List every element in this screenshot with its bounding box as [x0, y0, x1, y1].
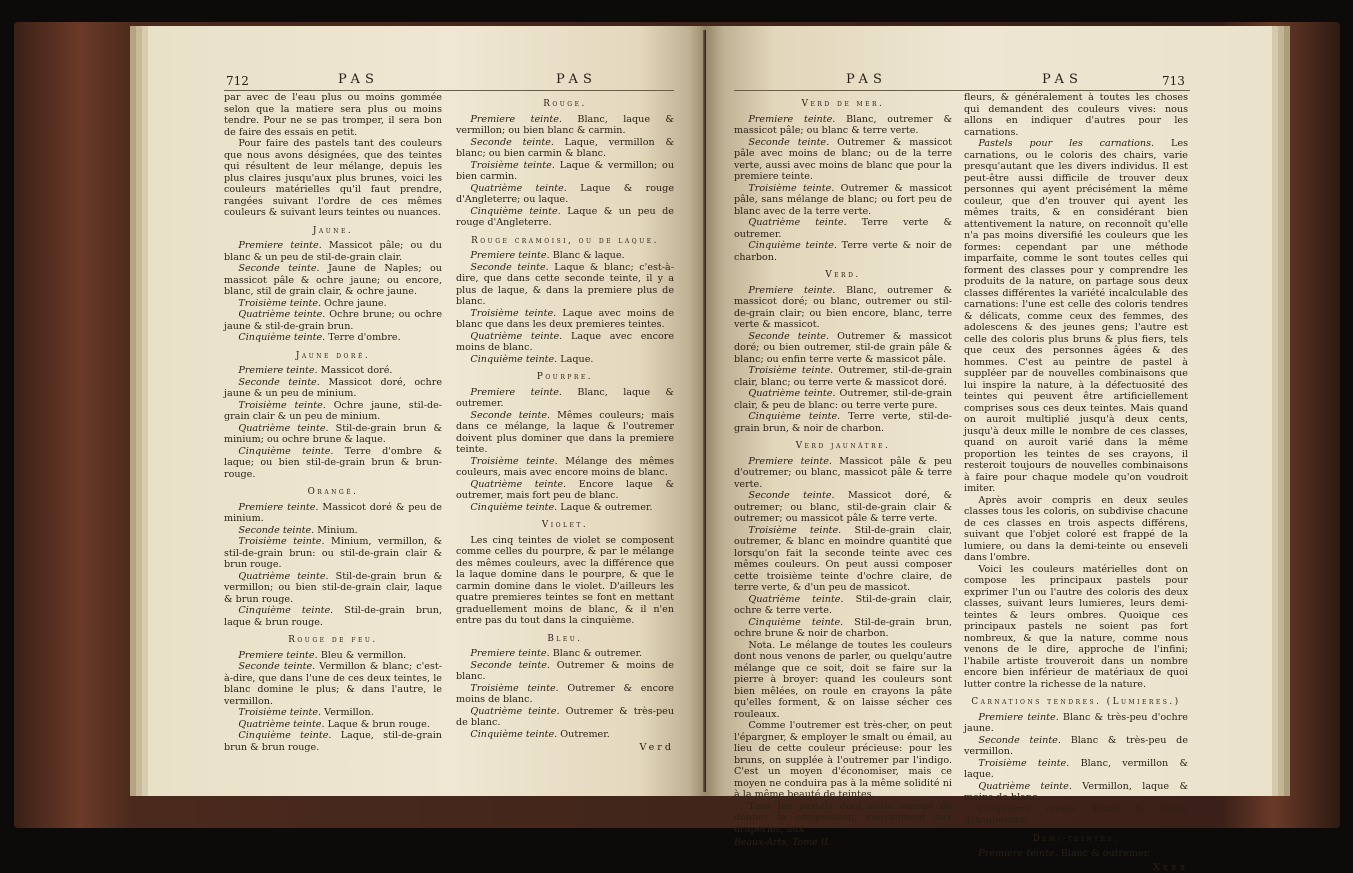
text-paragraph	[734, 456, 952, 491]
tint-label: Cinquième teinte.	[238, 730, 332, 742]
tint-label: Quatrième teinte.	[748, 217, 847, 229]
tint-label: Quatrième teinte.	[470, 478, 567, 490]
text-paragraph	[734, 720, 952, 801]
section-heading: Rouge cramoisi, ou de laque.	[471, 235, 659, 246]
tint-label: Seconde teinte.	[978, 734, 1061, 746]
tint-label: Seconde teinte.	[748, 490, 835, 502]
paragraph-text: Blanc, outremer & massicot pâle; ou blanc & terre verte.	[734, 113, 952, 137]
section-heading: Pourpre.	[536, 372, 594, 383]
text-paragraph	[456, 535, 674, 627]
text-paragraph	[734, 365, 952, 388]
tint-label: Premiere teinte.	[238, 501, 319, 513]
text-paragraph	[964, 735, 1188, 758]
text-paragraph	[734, 331, 952, 366]
text-paragraph	[456, 648, 674, 660]
paragraph-text: Ochre jaune.	[324, 297, 387, 309]
tint-label: Troisième teinte.	[748, 182, 835, 194]
tint-label: Seconde teinte.	[748, 330, 830, 342]
tint-label: Troisième teinte.	[470, 307, 557, 319]
paragraph-text: Laque, vermillon & blanc; ou bien carmin & blanc.	[456, 136, 674, 160]
paragraph-text: Outremer & moins de blanc.	[456, 659, 674, 683]
tint-label: Premiere teinte.	[238, 240, 322, 252]
tint-label: Quatrième teinte.	[470, 330, 563, 342]
tint-label: Premiere teinte.	[748, 455, 832, 467]
tint-label: Premiere teinte.	[238, 365, 318, 377]
paragraph-text: Terre verte & noir de charbon.	[734, 240, 952, 263]
tint-label: Premiere teinte.	[978, 848, 1058, 860]
paragraph-text: Ochre jaune, stil-de-grain clair & un peu de minium.	[224, 399, 443, 423]
paragraph-text: Laque & rouge d'Angleterre; ou laque.	[456, 182, 674, 206]
text-paragraph	[734, 801, 952, 836]
catchword: Verd	[639, 742, 674, 754]
tint-label: Premiere teinte.	[238, 649, 318, 661]
text-paragraph	[456, 479, 674, 502]
paragraph-text: Comme l'outremer est très-cher, on peut l'épargner, & employer le smalt ou émail, au lieu de cette couleur précieuse: pour les bruns, on supplée à l'outremer par l'indigo. C'est un moyen d'économiser, mais ce moyen ne conduira pas à la même solidité ni à la même beauté de teintes.	[734, 720, 952, 801]
paragraph-text: Après avoir compris en deux seules classes tous les coloris, on subdivise chacune de ces classes en trois aspects différens, suivant que l'objet coloré est frappé de la lumiere, ou dans la demi-teinte ou enseveli dans l'ombre.	[964, 494, 1188, 563]
text-paragraph	[456, 206, 674, 229]
paragraph-text: Blanc & outremer.	[552, 648, 643, 660]
text-paragraph	[224, 298, 442, 310]
right-page-column-1	[734, 92, 952, 848]
paragraph-text: Blanc, laque & vermillon; ou bien blanc & carmin.	[456, 113, 674, 137]
page-number-left: 712	[226, 74, 249, 88]
signature-mark: Xxxx	[1152, 861, 1188, 873]
text-paragraph	[224, 730, 442, 753]
tint-label: Cinquième teinte.	[748, 240, 837, 252]
paragraph-text: Pour faire des pastels tant des couleurs que nous avons désignées, que des teintes qui résultent de leur mélange, depuis les plus claires jusqu'aux plus brunes, voici les couleurs matérielles qu'il faut prendre, rangées suivant l'ordre de ces mêmes couleurs & suivant leurs teintes ou nuances.	[224, 138, 442, 218]
tint-label: Troisième teinte.	[748, 524, 842, 536]
paragraph-text: Terre d'ombre & laque; ou bien stil-de-grain brun & brun-rouge.	[224, 445, 442, 480]
left-page	[148, 26, 706, 796]
paragraph-text: Laque & blanc; c'est-à-dire, que dans cette seconde teinte, il y a plus de laque, & dans la premiere plus de blanc.	[456, 261, 674, 308]
running-head-right-col1: PAS	[846, 72, 887, 87]
running-head-left-col2: PAS	[556, 72, 597, 87]
section-heading: Violet.	[541, 520, 589, 531]
text-paragraph	[224, 332, 442, 344]
tint-label: Cinquième teinte.	[470, 501, 558, 513]
tint-label: Premiere teinte.	[748, 113, 836, 125]
paragraph-text: Massicot doré, ochre jaune & un peu de minium.	[224, 376, 442, 400]
section-heading: Rouge.	[543, 99, 587, 109]
tint-label: Cinquième teinte.	[238, 332, 326, 344]
text-paragraph	[224, 377, 442, 400]
section-heading: Bleu.	[547, 633, 583, 644]
tint-label: Troisième teinte.	[238, 297, 322, 309]
tint-label: Seconde teinte.	[470, 409, 551, 421]
text-paragraph	[224, 719, 442, 731]
paragraph-text: Terre d'ombre.	[328, 332, 401, 344]
paragraph-text: Outremer, stil-de-grain clair, & peu de blanc: ou terre verte pure.	[734, 388, 953, 411]
paragraph-text: Massicot doré, & outremer; ou blanc, stil-de-grain clair & outremer; ou massicot pâle & terre verte.	[734, 490, 952, 525]
text-paragraph	[734, 183, 952, 218]
tint-label: Premiere teinte.	[470, 648, 550, 660]
paragraph-text: Outremer & massicot pâle avec moins de blanc; ou de la terre verte, aussi avec moins de blanc que pour la premiere teinte.	[734, 136, 952, 183]
paragraph-text: Voici les couleurs matérielles dont on compose les principaux pastels pour exprimer l'un ou l'autre des coloris des deux classes, suivant leurs lumieres, leurs demi-teintes & leurs ombres. Quoique ces principaux pastels ne soient pas fort nombreux, & que la nature, comme nous venons de le dire, approche de l'infini; l'habile artiste trouveroit dans un nombre encore bien inférieur de matériaux de quoi lutter contre la richesse de la nature.	[964, 563, 1188, 690]
text-paragraph	[734, 490, 952, 525]
paragraph-text: Blanc & très-peu de vermillon.	[964, 734, 1188, 758]
right-page-column-2	[964, 92, 1188, 873]
paragraph-text: Outremer, stil-de-grain clair, blanc; ou terre verte & massicot doré.	[734, 365, 952, 388]
text-paragraph	[224, 650, 442, 662]
left-page-column-1	[224, 92, 442, 753]
paragraph-text: Les cinq teintes de violet se composent comme celles du pourpre, & par le mélange des mêmes couleurs, avec la différence que la laque domine dans le pourpre, & que le carmin domine dans le violet. D'ailleurs les quatre premieres teintes se font en mettant graduellement moins de blanc, & il n'en entre pas du tout dans la cinquième.	[456, 534, 674, 627]
paragraph-text: Stil-de-grain brun & vermillon; ou bien stil-de-grain clair, laque & brun rouge.	[224, 570, 442, 605]
tint-label: Quatrième teinte.	[238, 422, 329, 434]
tint-label: Troisième teinte.	[238, 536, 325, 548]
paragraph-text: fleurs, & généralement à toutes les choses qui demandent des couleurs vives: nous allons en indiquer d'autres pour les carnations.	[964, 92, 1188, 138]
tint-label: Cinquième teinte.	[470, 205, 561, 217]
paragraph-text: Massicot pâle; ou du blanc & un peu de stil-de-grain clair.	[224, 240, 442, 263]
text-paragraph	[734, 594, 952, 617]
text-paragraph	[224, 605, 442, 628]
tint-label: Premiere teinte.	[470, 113, 562, 125]
tint-label: Troisième teinte.	[238, 707, 322, 719]
text-paragraph	[964, 804, 1188, 827]
section-heading: Jaune.	[312, 225, 354, 236]
tint-label: Seconde teinte.	[238, 376, 320, 388]
paragraph-text: Tous les pastels dont nous venons de donner la composition, conviennent aux draperies, aux	[734, 800, 952, 835]
text-paragraph	[734, 285, 952, 331]
paragraph-text: Laque.	[560, 353, 594, 365]
tint-label: Seconde teinte.	[470, 136, 554, 148]
text-paragraph	[964, 495, 1188, 564]
paragraph-text: Vermillon.	[324, 707, 374, 719]
tint-label: Cinquième teinte.	[470, 728, 558, 740]
text-paragraph	[456, 114, 674, 137]
tint-label: Premiere teinte.	[978, 711, 1059, 723]
tint-label: Quatrième teinte.	[978, 780, 1072, 792]
paragraph-text: Blanc & laque.	[552, 250, 625, 262]
paragraph-text: Massicot doré & peu de minium.	[224, 501, 442, 525]
tint-label: Pastels pour les carnations.	[978, 138, 1155, 149]
paragraph-text: Mélange des mêmes couleurs, mais avec encore moins de blanc.	[456, 455, 674, 479]
text-paragraph	[964, 138, 1188, 495]
text-paragraph	[964, 848, 1188, 860]
paragraph-text: Outremer & massicot pâle, sans mélange de blanc; ou fort peu de blanc avec de la terre verte.	[734, 182, 953, 217]
paragraph-text: Vermillon & blanc; c'est-à-dire, que dans l'une de ces deux teintes, le blanc domine le plus; & dans l'autre, le vermillon.	[224, 661, 442, 707]
section-heading: Rouge de feu.	[288, 635, 378, 646]
paragraph-text: Outremer & très-peu de blanc.	[456, 705, 674, 729]
paragraph-text: par avec de l'eau plus ou moins gommée selon que la matiere sera plus ou moins tendre. Pour ne se pas tromper, il sera bon de faire des essais en petit.	[224, 92, 442, 138]
paragraph-text: Laque & un peu de rouge d'Angleterre.	[456, 205, 674, 229]
text-paragraph	[456, 683, 674, 706]
tint-label: Seconde teinte.	[748, 136, 830, 148]
text-paragraph	[224, 423, 442, 446]
paragraph-text: Stil-de-grain brun, laque & brun rouge.	[224, 605, 442, 628]
tint-label: Cinquième teinte.	[238, 605, 334, 617]
text-paragraph	[224, 92, 442, 138]
tint-label: Premiere teinte.	[470, 386, 562, 398]
text-paragraph	[456, 456, 674, 479]
text-paragraph	[734, 617, 952, 640]
paragraph-text: Les carnations, ou le coloris des chairs, varie presqu'autant que les divers individus. Il est peut-être aussi difficile de trouver deux personnes qui ayent précisément la même couleur, que d'en trouver qui ayent les mêmes traits, & en considérant bien attentivement la nature, on reconnoît qu'elle n'a pas moins diversifié les couleurs que les formes: cependant par une méthode imparfaite, comme le sont toutes celles qui forment des classes pour y comprendre les produits de la nature, on partage sous deux classes différentes la variété incalculable des carnations: l'une est celle des coloris tendres & délicats, comme ceux des femmes, des adolescens & des jeunes gens; l'autre est celle des coloris plus bruns & plus fiers, tels que ceux des personnes âgées & des hommes. C'est au peintre de pastel à suppléer par de nouvelles combinaisons que lui inspire la nature, à la défectuosité des teintes qui peuvent être artificiellement comprises sous ces deux teintes. Mais quand on auroit multiplié jusqu'à deux cents, jusqu'à deux mille le nombre de ces classes, quand on auroit varié dans la même proportion les teintes de ses crayons, il resteroit toujours de nouvelles combinaisons à faire pour chaque modele qu'on voudroit imiter.	[964, 138, 1188, 494]
text-paragraph	[224, 661, 442, 707]
text-paragraph	[224, 240, 442, 263]
text-paragraph	[734, 525, 952, 594]
tint-label: Quatrième teinte.	[470, 182, 567, 194]
paragraph-text: Blanc, laque & outremer.	[456, 386, 674, 410]
tint-label: Quatrième teinte.	[238, 309, 326, 321]
paragraph-text: Laque & brun rouge.	[327, 718, 430, 730]
header-rule	[224, 90, 674, 91]
paragraph-text: Blanc, vermillon & laque.	[964, 757, 1188, 781]
paragraph-text: Blanc & rouge d'Angleterre.	[964, 803, 1188, 827]
paragraph-text: Blanc & outremer.	[1060, 848, 1151, 860]
section-heading: Orangé.	[307, 487, 359, 498]
tint-label: Seconde teinte.	[470, 659, 550, 671]
text-paragraph	[964, 564, 1188, 691]
paragraph-text: Stil-de-grain clair, outremer, & blanc en moindre quantité que lorsqu'on fait la seconde teinte avec ces mêmes couleurs. On peut aussi composer cette troisième teinte d'ochre claire, de terre verte, & d'un peu de massicot.	[734, 524, 953, 594]
tint-label: Seconde teinte.	[470, 261, 549, 273]
tint-label: Troisième teinte.	[238, 399, 326, 411]
running-head-right-col2: PAS	[1042, 72, 1083, 87]
paragraph-text: Outremer.	[560, 728, 610, 740]
text-paragraph	[456, 660, 674, 683]
text-paragraph	[964, 712, 1188, 735]
paragraph-text: Minium.	[317, 524, 358, 536]
paragraph-text: Nota. Le mélange de toutes les couleurs dont nous venons de parler, ou quelqu'autre mélange que ce soit, doit se faire sur la pierre à broyer: quand les couleurs sont bien mêlées, on roule en crayons la pâte qu'elles forment, & on laisse sécher ces rouleaux.	[734, 639, 952, 720]
paragraph-text: Terre verte, stil-de-grain brun, & noir de charbon.	[734, 411, 952, 434]
text-paragraph	[224, 309, 442, 332]
tint-label: Cinquième teinte.	[978, 803, 1078, 815]
text-paragraph	[456, 183, 674, 206]
left-page-column-2	[456, 92, 674, 754]
text-paragraph	[456, 706, 674, 729]
text-paragraph	[224, 536, 442, 571]
paragraph-text: Outremer & massicot doré; ou bien outremer, stil-de grain pâle & blanc; ou enfin terre verte & massicot pâle.	[734, 330, 952, 365]
section-heading: Verd de mer.	[801, 99, 885, 109]
running-head-left-col1: PAS	[338, 72, 379, 87]
paragraph-text: Laque & vermillon; ou bien carmin.	[456, 159, 674, 183]
section-heading: Verd.	[825, 270, 861, 281]
paragraph-text: Massicot doré.	[320, 365, 393, 377]
text-paragraph	[734, 114, 952, 137]
paragraph-text: Ochre brune; ou ochre jaune & stil-de-grain brun.	[224, 309, 442, 332]
paragraph-text: Massicot pâle & peu d'outremer; ou blanc, massicot pâle & terre verte.	[734, 455, 952, 490]
tint-label: Cinquième teinte.	[748, 616, 844, 628]
tint-label: Troisième teinte.	[470, 455, 558, 467]
paragraph-text: Laque, stil-de-grain brun & brun rouge.	[224, 730, 442, 753]
paragraph-text: Outremer & encore moins de blanc.	[456, 682, 674, 706]
paragraph-text: Stil-de-grain brun & minium; ou ochre brune & laque.	[224, 422, 442, 446]
text-paragraph	[734, 411, 952, 434]
text-paragraph	[224, 446, 442, 481]
text-paragraph	[456, 262, 674, 308]
volume-footer: Beaux-Arts, Tome II.	[734, 837, 832, 849]
section-heading: Jaune doré.	[295, 350, 371, 361]
text-paragraph	[964, 758, 1188, 781]
paragraph-text: Encore laque & outremer, mais fort peu de blanc.	[456, 478, 674, 502]
tint-label: Cinquième teinte.	[238, 445, 334, 457]
paragraph-text: Mêmes couleurs; mais dans ce mélange, la laque & l'outremer doivent plus dominer que dans la premiere teinte.	[456, 409, 674, 456]
text-paragraph	[964, 92, 1188, 138]
section-heading: Carnations tendres. (Lumieres.)	[971, 697, 1181, 707]
tint-label: Troisième teinte.	[470, 682, 559, 694]
paragraph-text: Terre verte & outremer.	[734, 217, 952, 240]
text-paragraph	[224, 400, 442, 423]
right-page	[706, 26, 1272, 873]
tint-label: Seconde teinte.	[238, 524, 315, 536]
paragraph-text: Blanc & très-peu d'ochre jaune.	[964, 711, 1188, 735]
text-paragraph	[964, 781, 1188, 804]
tint-label: Quatrième teinte.	[748, 593, 844, 605]
paragraph-text: Laque avec encore moins de blanc.	[456, 330, 674, 354]
paragraph-text: Stil-de-grain brun, ochre brune & noir de charbon.	[734, 616, 952, 640]
tint-label: Cinquième teinte.	[748, 411, 841, 423]
tint-label: Quatrième teinte.	[238, 570, 329, 582]
text-paragraph	[224, 571, 442, 606]
text-paragraph	[734, 240, 952, 263]
text-paragraph	[456, 354, 674, 366]
text-paragraph	[456, 729, 674, 741]
text-paragraph	[456, 308, 674, 331]
tint-label: Seconde teinte.	[238, 263, 320, 275]
paragraph-text: Vermillon, laque & moins de blanc.	[964, 780, 1188, 804]
paragraph-text: Laque & outremer.	[560, 501, 653, 513]
text-paragraph	[734, 217, 952, 240]
paragraph-text: Bleu & vermillon.	[320, 649, 407, 661]
text-paragraph	[456, 410, 674, 456]
tint-label: Troisième teinte.	[978, 757, 1070, 769]
tint-label: Troisième teinte.	[470, 159, 555, 171]
text-paragraph	[456, 502, 674, 514]
text-paragraph	[734, 388, 952, 411]
text-paragraph	[224, 707, 442, 719]
text-paragraph	[734, 137, 952, 183]
tint-label: Quatrième teinte.	[470, 705, 560, 717]
text-paragraph	[224, 502, 442, 525]
paragraph-text: Minium, vermillon, & stil-de-grain brun: ou stil-de-grain clair & brun rouge.	[224, 536, 443, 571]
paragraph-text: Stil-de-grain clair, ochre & terre verte.	[734, 593, 952, 617]
text-paragraph	[224, 365, 442, 377]
paragraph-text: Laque avec moins de blanc que dans les deux premieres teintes.	[456, 307, 675, 331]
text-paragraph	[456, 250, 674, 262]
text-paragraph	[456, 160, 674, 183]
section-heading: Demi-teintes.	[1032, 833, 1120, 844]
tint-label: Seconde teinte.	[238, 661, 316, 673]
text-paragraph	[456, 387, 674, 410]
tint-label: Cinquième teinte.	[470, 353, 558, 365]
paragraph-text: Blanc, outremer & massicot doré; ou blanc, outremer ou stil-de-grain clair; ou bien encore, blanc, terre verte & massicot.	[734, 284, 952, 331]
tint-label: Quatrième teinte.	[748, 388, 836, 400]
tint-label: Premiere teinte.	[470, 250, 550, 262]
page-number-right: 713	[1162, 74, 1185, 88]
tint-label: Troisième teinte.	[748, 365, 834, 377]
tint-label: Premiere teinte.	[748, 284, 836, 296]
text-paragraph	[224, 138, 442, 219]
text-paragraph	[456, 331, 674, 354]
text-paragraph	[456, 137, 674, 160]
text-paragraph	[734, 640, 952, 721]
paragraph-text: Jaune de Naples; ou massicot pâle & ochre jaune; ou encore, blanc, stil de grain clair, & ochre jaune.	[224, 263, 442, 298]
section-heading: Verd jaunâtre.	[795, 441, 891, 452]
header-rule	[734, 90, 1190, 91]
text-paragraph	[224, 263, 442, 298]
text-paragraph	[224, 525, 442, 537]
tint-label: Quatrième teinte.	[238, 718, 325, 730]
